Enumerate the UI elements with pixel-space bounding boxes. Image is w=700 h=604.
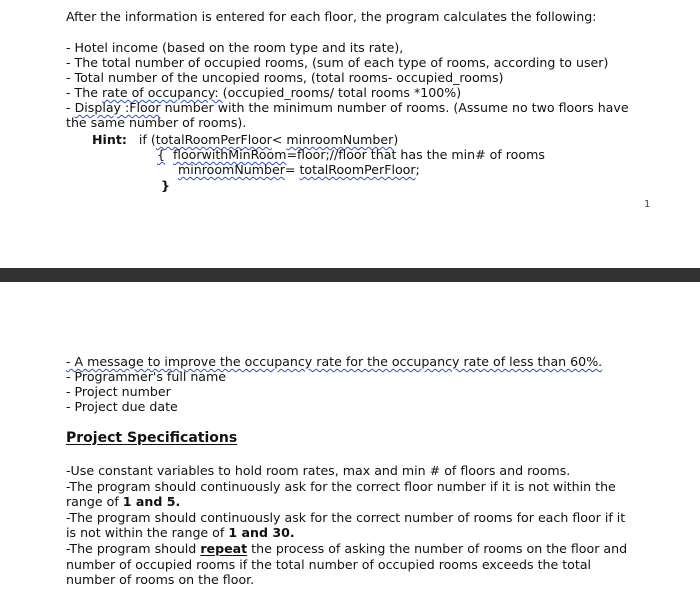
specs-heading: Project Specifications: [66, 430, 238, 446]
item-occupied-rooms: - The total number of occupied rooms, (sum of each type of rooms, according to user): [66, 55, 609, 70]
item-message: - A message to improve the occupancy rate for the occupancy rate of less than 60%.: [66, 354, 603, 369]
hint-line-3: minroomNumber= totalRoomPerFloor;: [178, 162, 420, 177]
spec-rooms-line-2: is not within the range of 1 and 30.: [66, 525, 295, 540]
display-floor-term: Display :Floor: [74, 100, 161, 115]
spec-floor-line-2: range of 1 and 5.: [66, 494, 181, 509]
item-project-number: - Project number: [66, 384, 171, 399]
spec-floor-line-1: -The program should continuously ask for the correct floor number if it is not within the: [66, 479, 616, 494]
document-page-1: [0, 0, 700, 268]
repeat-keyword: repeat: [200, 541, 248, 556]
spec-repeat-line-3: number of rooms on the floor.: [66, 572, 255, 587]
hint-close-brace: }: [161, 178, 170, 193]
var-total-room-per-floor: totalRoomPerFloor: [155, 132, 272, 147]
item-uncopied-rooms: - Total number of the uncopied rooms, (total rooms- occupied_rooms): [66, 70, 504, 85]
display-floor-rest: number with the minimum number of rooms. (Assume no two floors have: [160, 100, 629, 115]
item-rate-of-occupancy: [66, 85, 461, 101]
document-page-2: [0, 282, 700, 604]
spec-repeat-line-2: number of occupied rooms if the total number of occupied rooms exceeds the total: [66, 557, 592, 572]
item-due-date: - Project due date: [66, 399, 178, 414]
page-number: 1: [644, 199, 651, 210]
hint-line-2: { floorwithMinRoom=floor;//floor that has the min# of rooms: [157, 147, 545, 162]
rate-of-occupancy-term: rate of occupancy:: [101, 85, 223, 100]
item-display-floor-cont: the same number of rooms).: [66, 115, 247, 130]
spec-repeat-line-1: -The program should repeat the process of asking the number of rooms on the floor and: [66, 541, 628, 556]
hint-line-1: Hint: if (totalRoomPerFloor< minroomNumber): [92, 132, 399, 147]
spec-rooms-line-1: -The program should continuously ask for the correct number of rooms for each floor if it: [66, 510, 626, 525]
hint-label: Hint:: [92, 132, 127, 147]
intro-text: After the information is entered for each floor, the program calculates the following:: [66, 9, 597, 24]
var-floor-with-min-room: floorwithMinRoom: [173, 147, 287, 162]
item-display-floor: - Display :Floor number with the minimum number of rooms. (Assume no two floors have: [66, 100, 629, 115]
item-programmer: - Programmer's full name: [66, 369, 227, 384]
floor-range: 1 and 5.: [122, 494, 181, 509]
page-divider: [0, 268, 700, 282]
item-hotel-income: - Hotel income (based on the room type and its rate),: [66, 40, 404, 55]
rate-formula: (occupied_rooms/ total rooms *100%): [222, 85, 462, 100]
rooms-range: 1 and 30.: [228, 525, 295, 540]
rate-prefix: - The: [66, 85, 102, 100]
spec-constants: -Use constant variables to hold room rates, max and min # of floors and rooms.: [66, 463, 571, 478]
var-minroom-number: minroomNumber: [286, 132, 394, 147]
